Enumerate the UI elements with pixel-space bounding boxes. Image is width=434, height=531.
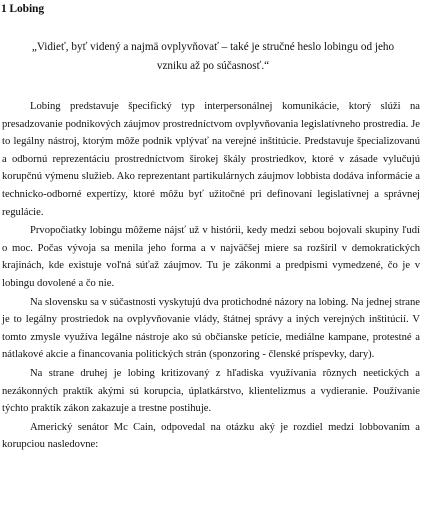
motto-quote: „Vidieť, byť videný a najmä ovplyvňovať – také je stručné heslo lobingu od jeho vzniku až po súčasnosť.“ [31,41,395,72]
paragraph-definition: Lobing predstavuje špecifický typ interpersonálnej komunikácie, ktorý slúži na presadzovanie podnikových záujmov prostredníctvom ovplyvňovania legislatívneho prostredia. Je to legálny nástroj, ktorým môže podnik vplývať na verejné inštitúcie. Predstavuje špecializovanú a odbornú reprezentáciu prostredníctvom širokej škály prostriedkov, ktoré v zásade vylučujú korupčnú výmenu služieb. Ako reprezentant partikulárnych záujmov lobbista dodáva informácie a technicko-odborné expertízy, ktoré môžu byť užitočné pri definovaní legislatívnej a správnej regulácie. [2,101,420,218]
paragraph-mccain: Americký senátor Mc Cain, odpovedal na otázku aký je rozdiel medzi lobbovaním a korupciou nasledovne: [2,421,420,451]
paragraph-criticism: Na strane druhej je lobing kritizovaný z hľadiska využívania rôznych neetických a nezákonných praktík akými sú korupcia, úplatkárstvo, klientelizmus a vydieranie. Používanie týchto praktík zákon zakazuje a trestne postihuje. [2,367,420,415]
paragraph-slovakia: Na slovensku sa v súčastnosti vyskytujú dva protichodné názory na lobing. Na jednej strane je to legálny prostriedok na ovplyvňovanie vlády, štátnej správy a iných verejných inštitúcií. V tomto zmysle využíva legálne nástroje ako sú občianske petície, mediálne kampane, protestné a nátlakové akcie a financovania politických strán (sponzoring - členské príspevky, dary). [2,296,420,361]
section-heading: 1 Lobing [1,3,44,15]
paragraph-history: Prvopočiatky lobingu môžeme nájsť už v histórii, kedy medzi sebou bojovali skupiny ľudí o moc. Počas vývoja sa menila jeho forma a v najväčšej miere sa rozšíril v demokratických krajinách, kde existuje voľná súťaž záujmov. Tu je zákonmi a predpismi vymedzené, čo je v lobingu dovolené a čo nie. [2,225,420,289]
